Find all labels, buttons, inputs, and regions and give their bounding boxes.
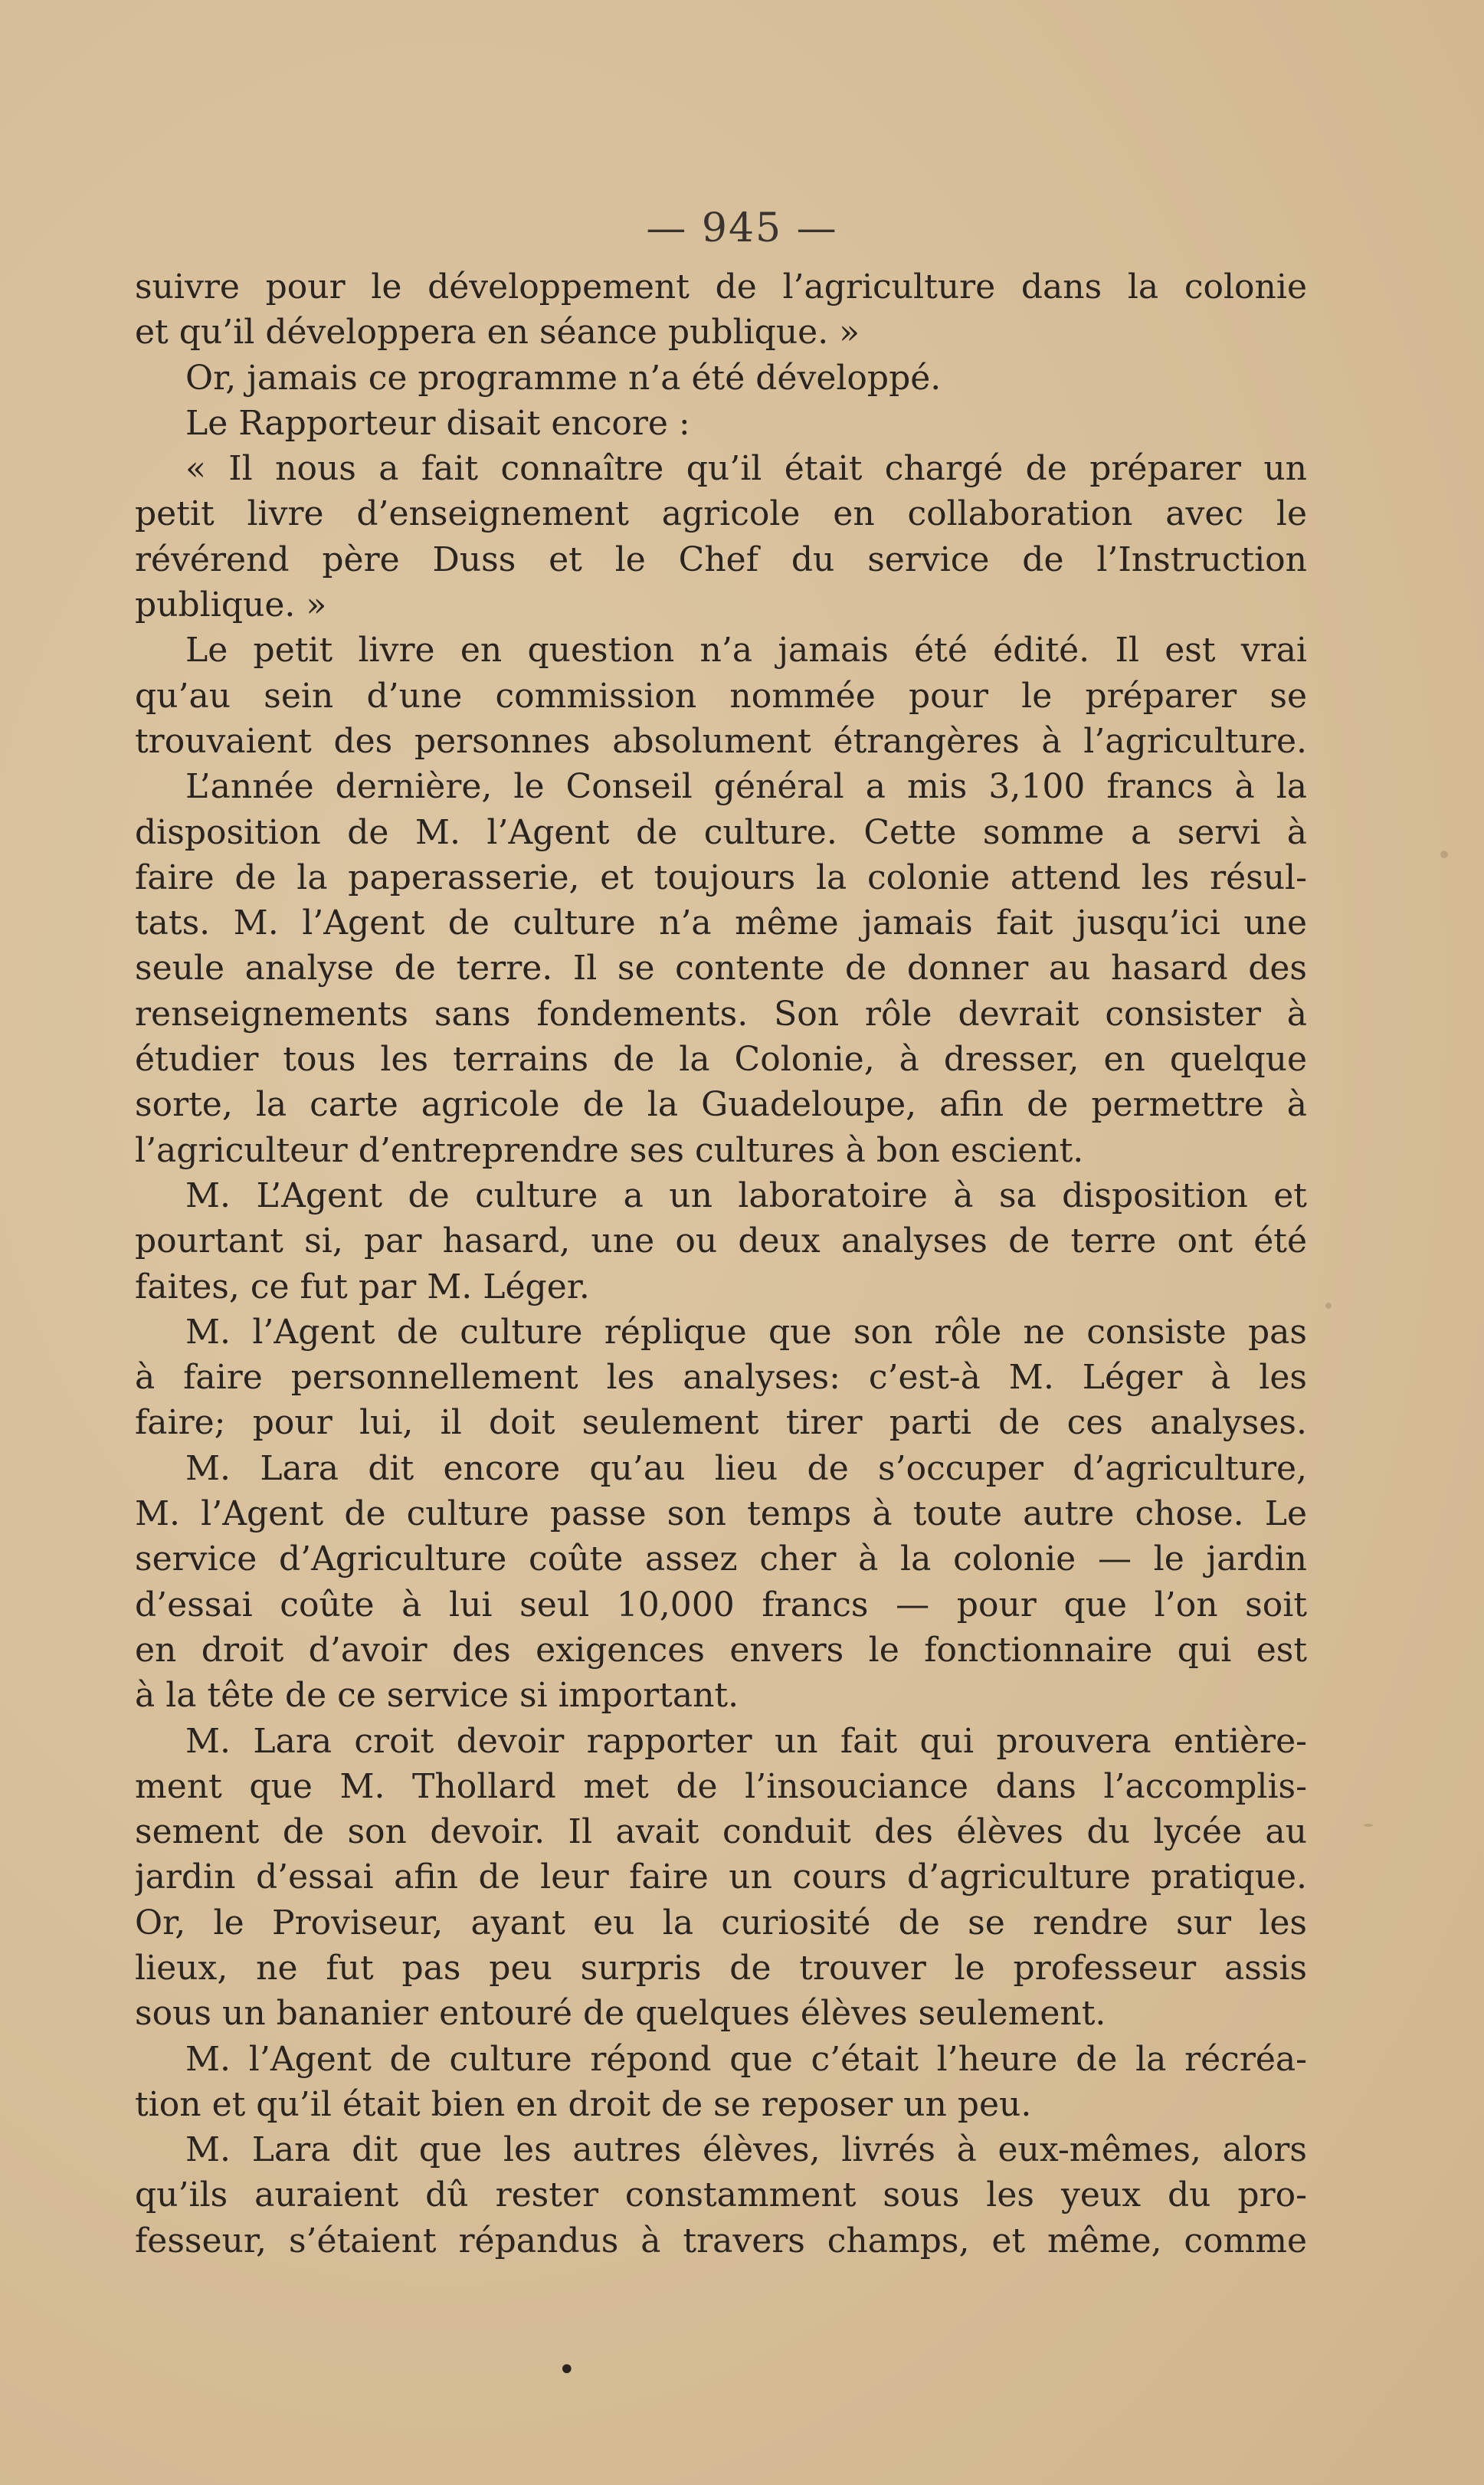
text-line: faites, ce fut par M. Léger. <box>135 1267 590 1306</box>
text-line: renseignements sans fondements. Son rôle devrait consister à <box>135 994 1307 1034</box>
paper-stain <box>1440 851 1448 858</box>
text-line: petit livre d’enseignement agricole en collaboration avec le <box>135 494 1307 534</box>
text-line: qu’ils auraient dû rester constamment sous les yeux du pro- <box>135 2175 1307 2215</box>
text-line: Le petit livre en question n’a jamais été édité. Il est vrai <box>185 631 1307 670</box>
text-line: disposition de M. l’Agent de culture. Cette somme a servi à <box>135 812 1307 852</box>
text-line: fesseur, s’étaient répandus à travers champs, et même, comme <box>135 2221 1307 2260</box>
text-line: sement de son devoir. Il avait conduit des élèves du lycée au <box>135 1812 1307 1852</box>
text-line: sous un bananier entouré de quelques élèves seulement. <box>135 1994 1106 2034</box>
text-line: trouvaient des personnes absolument étrangères à l’agriculture. <box>135 721 1307 761</box>
text-line: M. Lara dit que les autres élèves, livrés à eux-mêmes, alors <box>185 2130 1307 2170</box>
text-line: Le Rapporteur disait encore : <box>185 403 690 443</box>
text-line: pourtant si, par hasard, une ou deux analyses de terre ont été <box>135 1221 1307 1261</box>
text-line: M. l’Agent de culture réplique que son rôle ne consiste pas <box>185 1312 1307 1352</box>
text-line: M. Lara croit devoir rapporter un fait qui prouvera entière- <box>185 1721 1307 1761</box>
text-line: faire; pour lui, il doit seulement tirer parti de ces analyses. <box>135 1403 1307 1443</box>
paper-stain <box>1325 1303 1332 1309</box>
text-line: l’agriculteur d’entreprendre ses cultures à bon escient. <box>135 1130 1084 1170</box>
text-line: seule analyse de terre. Il se contente de donner au hasard des <box>135 949 1307 988</box>
text-line: étudier tous les terrains de la Colonie, à dresser, en quelque <box>135 1040 1307 1080</box>
text-line: ment que M. Thollard met de l’insouciance dans l’accomplis- <box>135 1766 1307 1806</box>
paper-stain <box>1364 1824 1373 1827</box>
text-line: sorte, la carte agricole de la Guadeloupe, afin de permettre à <box>135 1085 1307 1125</box>
text-line: révérend père Duss et le Chef du service de l’Instruction <box>135 539 1307 579</box>
body-text <box>135 264 1307 2264</box>
text-line: jardin d’essai afin de leur faire un cours d’agriculture pratique. <box>135 1857 1307 1897</box>
text-line: « Il nous a fait connaître qu’il était chargé de préparer un <box>185 449 1307 489</box>
text-line: L’année dernière, le Conseil général a mis 3,100 francs à la <box>185 767 1307 807</box>
text-line: lieux, ne fut pas peu surpris de trouver le professeur assis <box>135 1948 1307 1988</box>
text-line: à faire personnellement les analyses: c’est-à M. Léger à les <box>135 1358 1307 1398</box>
text-line: M. Lara dit encore qu’au lieu de s’occuper d’agriculture, <box>185 1448 1307 1488</box>
footer-ornament: • <box>558 2352 576 2388</box>
text-line: tats. M. l’Agent de culture n’a même jamais fait jusqu’ici une <box>135 903 1307 943</box>
text-line: faire de la paperasserie, et toujours la colonie attend les résul- <box>135 857 1307 897</box>
text-line: en droit d’avoir des exigences envers le fonctionnaire qui est <box>135 1630 1307 1670</box>
text-line: publique. » <box>135 585 327 625</box>
text-line: M. L’Agent de culture a un laboratoire à sa disposition et <box>185 1175 1307 1215</box>
text-line: service d’Agriculture coûte assez cher à la colonie — le jardin <box>135 1539 1307 1579</box>
text-line: tion et qu’il était bien en droit de se reposer un peu. <box>135 2084 1032 2124</box>
text-line: suivre pour le développement de l’agriculture dans la colonie <box>135 267 1307 307</box>
text-line: qu’au sein d’une commission nommée pour le préparer se <box>135 676 1307 716</box>
text-line: M. l’Agent de culture passe son temps à toute autre chose. Le <box>135 1494 1307 1534</box>
text-line: Or, le Proviseur, ayant eu la curiosité de se rendre sur les <box>135 1903 1307 1942</box>
text-line: d’essai coûte à lui seul 10,000 francs — pour que l’on soit <box>135 1585 1307 1624</box>
text-line: Or, jamais ce programme n’a été développé. <box>185 358 942 398</box>
text-line: et qu’il développera en séance publique. » <box>135 313 860 352</box>
text-line: M. l’Agent de culture répond que c’était l’heure de la récréa- <box>185 2039 1307 2079</box>
text-line: à la tête de ce service si important. <box>135 1676 739 1716</box>
page-number: — 945 — <box>646 205 838 251</box>
